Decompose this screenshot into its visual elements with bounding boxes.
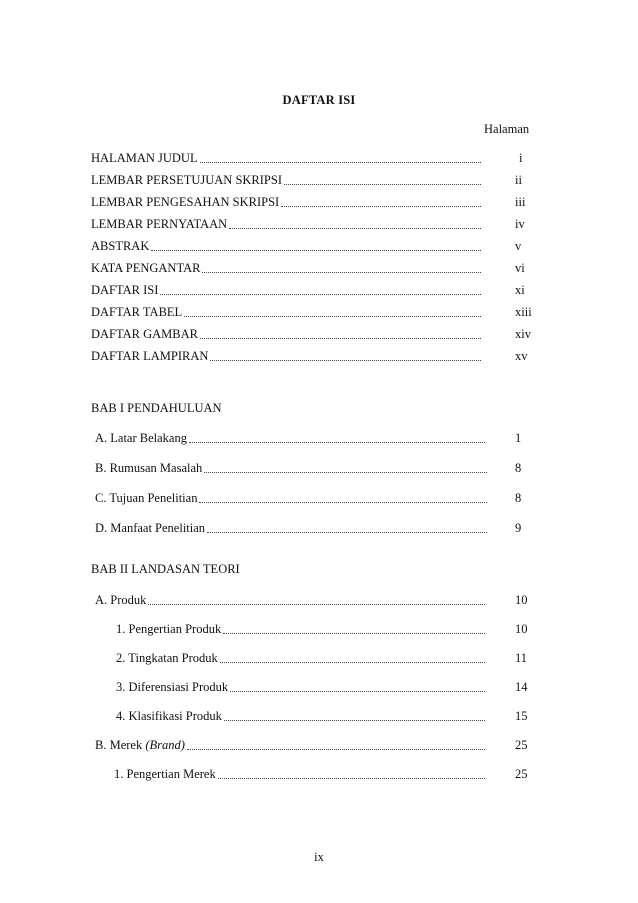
toc-label: DAFTAR LAMPIRAN bbox=[91, 349, 209, 363]
toc-label: B. Rumusan Masalah bbox=[95, 461, 203, 475]
toc-row bbox=[91, 260, 531, 276]
toc-page: 1 bbox=[515, 431, 522, 445]
toc-page: 9 bbox=[515, 521, 522, 535]
dot-leader bbox=[151, 250, 481, 251]
toc-page: i bbox=[519, 151, 523, 165]
toc-label: LEMBAR PENGESAHAN SKRIPSI bbox=[91, 195, 280, 209]
toc-page: xiii bbox=[515, 305, 532, 319]
toc-label: A. Produk bbox=[95, 593, 147, 607]
toc-row bbox=[95, 592, 531, 608]
toc-label: LEMBAR PERNYATAAN bbox=[91, 217, 228, 231]
page-title: DAFTAR ISI bbox=[282, 93, 356, 107]
toc-page: xiv bbox=[515, 327, 531, 341]
toc-label: DAFTAR GAMBAR bbox=[91, 327, 199, 341]
dot-leader bbox=[207, 532, 487, 533]
toc-page: 11 bbox=[515, 651, 528, 665]
toc-label: 2. Tingkatan Produk bbox=[116, 651, 218, 665]
toc-row bbox=[91, 150, 531, 166]
toc-label: KATA PENGANTAR bbox=[91, 261, 201, 275]
toc-page: vi bbox=[515, 261, 525, 275]
dot-leader bbox=[230, 691, 485, 692]
toc-row bbox=[95, 430, 531, 446]
toc-row bbox=[91, 238, 531, 254]
toc-row bbox=[95, 737, 531, 753]
toc-page: 8 bbox=[515, 461, 522, 475]
toc-label: D. Manfaat Penelitian bbox=[95, 521, 206, 535]
dot-leader bbox=[189, 442, 485, 443]
toc-page: 25 bbox=[515, 738, 528, 752]
toc-row bbox=[91, 348, 531, 364]
page-number: ix bbox=[314, 850, 324, 864]
toc-row bbox=[116, 679, 531, 695]
dot-leader bbox=[284, 184, 481, 185]
toc-row bbox=[91, 172, 531, 188]
dot-leader bbox=[184, 316, 481, 317]
dot-leader bbox=[199, 502, 487, 503]
toc-page: 14 bbox=[515, 680, 528, 694]
toc-row bbox=[95, 460, 531, 476]
dot-leader bbox=[223, 633, 485, 634]
toc-label bbox=[95, 738, 185, 753]
dot-leader bbox=[202, 272, 481, 273]
toc-row bbox=[91, 326, 531, 342]
toc-label: LEMBAR PERSETUJUAN SKRIPSI bbox=[91, 173, 283, 187]
dot-leader bbox=[229, 228, 481, 229]
toc-row bbox=[95, 520, 531, 536]
toc-page: 8 bbox=[515, 491, 522, 505]
toc-label: A. Latar Belakang bbox=[95, 431, 187, 445]
toc-row bbox=[91, 282, 531, 298]
toc-row bbox=[91, 216, 531, 232]
toc-label: DAFTAR TABEL bbox=[91, 305, 183, 319]
toc-label: 3. Diferensiasi Produk bbox=[116, 680, 229, 694]
toc-page: 15 bbox=[515, 709, 528, 723]
toc-row bbox=[116, 708, 531, 724]
toc-page: 10 bbox=[515, 593, 528, 607]
toc-page: ii bbox=[515, 173, 522, 187]
toc-page: xv bbox=[515, 349, 528, 363]
dot-leader bbox=[200, 162, 481, 163]
dot-leader bbox=[224, 720, 485, 721]
toc-label: 1. Pengertian Merek bbox=[114, 767, 216, 781]
toc-page: xi bbox=[515, 283, 525, 297]
toc-label: HALAMAN JUDUL bbox=[91, 151, 198, 165]
toc-row bbox=[91, 304, 531, 320]
chapter-heading: BAB II LANDASAN TEORI bbox=[91, 562, 240, 576]
toc-row bbox=[91, 194, 531, 210]
toc-page: 10 bbox=[515, 622, 528, 636]
page-column-label: Halaman bbox=[484, 122, 530, 136]
dot-leader bbox=[281, 206, 481, 207]
toc-label: 1. Pengertian Produk bbox=[116, 622, 222, 636]
toc-row bbox=[116, 621, 531, 637]
dot-leader bbox=[218, 778, 485, 779]
chapter-heading: BAB I PENDAHULUAN bbox=[91, 401, 222, 415]
toc-page: 25 bbox=[515, 767, 528, 781]
dot-leader bbox=[204, 472, 487, 473]
dot-leader bbox=[200, 338, 481, 339]
toc-label-text: B. Merek bbox=[95, 738, 146, 752]
toc-label: ABSTRAK bbox=[91, 239, 150, 253]
toc-row bbox=[114, 766, 531, 782]
toc-label: C. Tujuan Penelitian bbox=[95, 491, 198, 505]
toc-label: DAFTAR ISI bbox=[91, 283, 159, 297]
dot-leader bbox=[187, 749, 485, 750]
toc-row bbox=[95, 490, 531, 506]
toc-page: iii bbox=[515, 195, 526, 209]
toc-row bbox=[116, 650, 531, 666]
dot-leader bbox=[210, 360, 481, 361]
dot-leader bbox=[160, 294, 481, 295]
toc-label-emphasis: (Brand) bbox=[145, 738, 185, 752]
toc-label: 4. Klasifikasi Produk bbox=[116, 709, 222, 723]
toc-page: v bbox=[515, 239, 522, 253]
toc-page: iv bbox=[515, 217, 525, 231]
dot-leader bbox=[220, 662, 485, 663]
dot-leader bbox=[148, 604, 485, 605]
